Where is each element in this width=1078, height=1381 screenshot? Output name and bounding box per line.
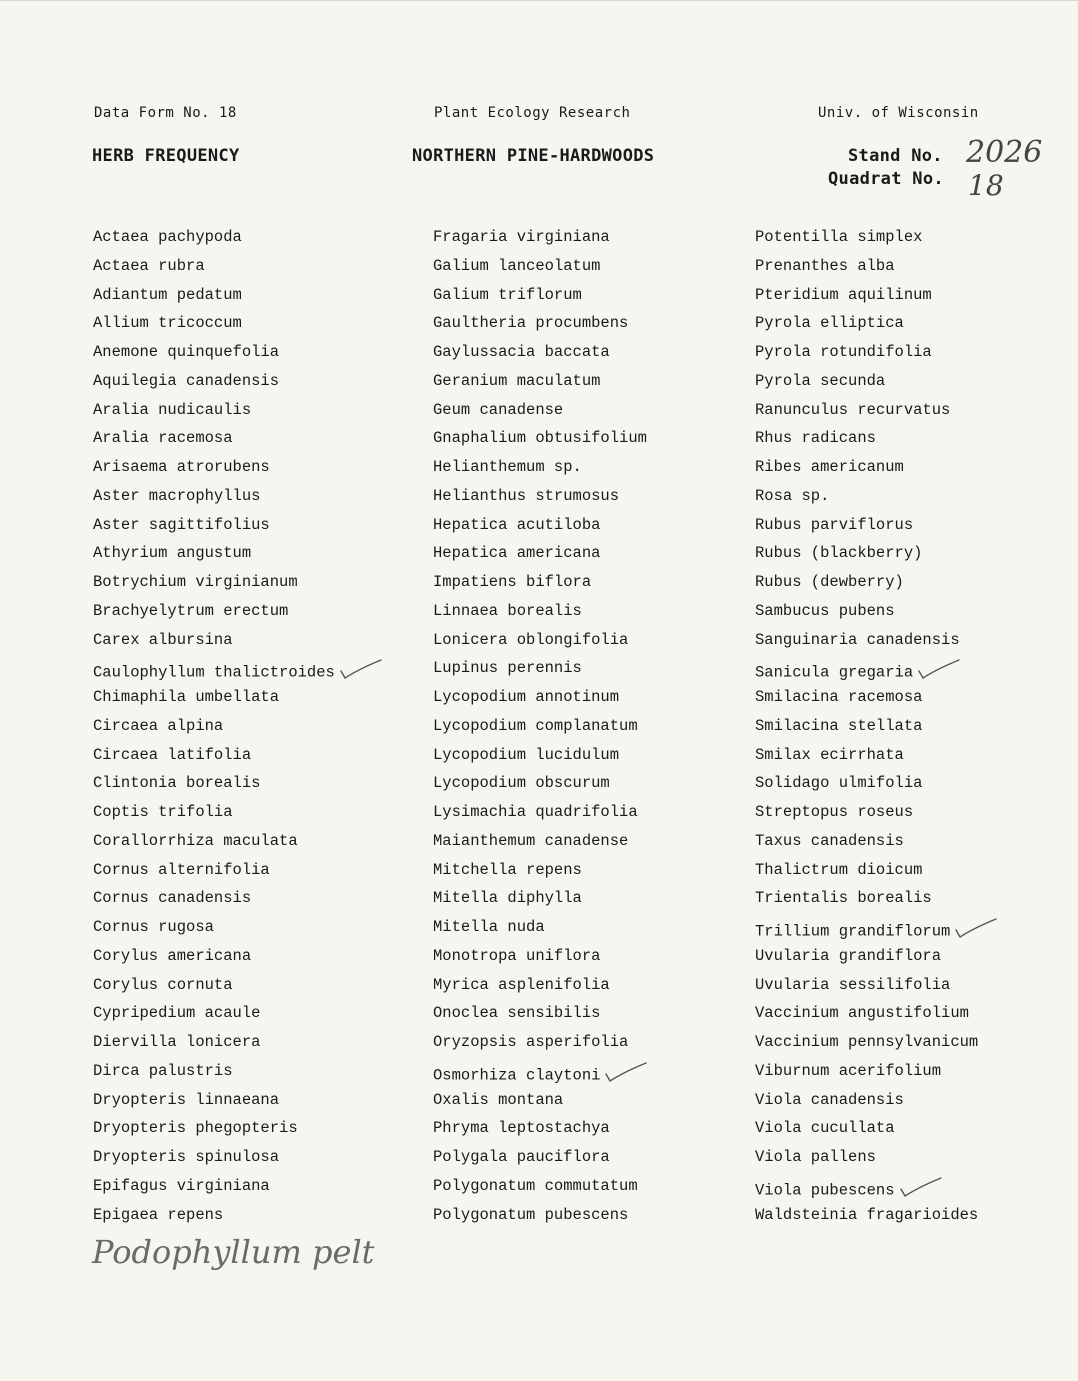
species-item [433, 602, 648, 631]
species-name: Sambucus pubens [755, 601, 895, 620]
species-item [93, 688, 383, 717]
species-name: Ribes americanum [755, 458, 904, 476]
species-item [755, 1148, 998, 1177]
species-item [93, 1091, 383, 1120]
species-name: Maianthemum canadense [433, 831, 629, 850]
checkmark-icon [339, 659, 383, 686]
species-item [433, 631, 648, 660]
species-item [755, 458, 998, 487]
species-item [433, 918, 648, 947]
species-item [433, 861, 648, 890]
species-item [755, 1062, 998, 1091]
species-item [755, 976, 998, 1005]
species-name: Hepatica americana [433, 544, 601, 563]
stand-label: Stand No. [848, 146, 943, 166]
species-item [93, 458, 383, 487]
species-name: Pteridium aquilinum [755, 285, 932, 304]
species-item [433, 832, 648, 861]
species-name: Taxus canadensis [755, 831, 904, 850]
species-name: Polygala pauciflora [433, 1148, 610, 1166]
species-item [433, 976, 648, 1005]
species-item [433, 1091, 648, 1120]
species-name: Lonicera oblongifolia [433, 630, 629, 649]
species-name: Sanicula gregaria [755, 663, 914, 682]
species-item [93, 861, 383, 890]
species-name: Uvularia grandiflora [755, 946, 942, 965]
species-item [755, 343, 998, 372]
species-name: Fragaria virginiana [433, 228, 610, 246]
species-name: Smilax ecirrhata [755, 745, 904, 764]
species-name: Coptis trifolia [93, 803, 233, 821]
species-name: Impatiens biflora [433, 573, 592, 591]
species-item [93, 889, 383, 918]
species-item [755, 717, 998, 746]
species-name: Lycopodium annotinum [433, 688, 620, 706]
species-name: Adiantum pedatum [93, 285, 242, 304]
species-name: Oryzopsis asperifolia [433, 1033, 629, 1051]
species-name: Circaea alpina [93, 716, 224, 735]
species-item [755, 1119, 998, 1148]
species-item [93, 544, 383, 573]
species-item [433, 429, 648, 458]
species-item [93, 1119, 383, 1148]
species-item [93, 1033, 383, 1062]
species-item [433, 286, 648, 315]
species-item [755, 257, 998, 286]
species-name: Rubus parviflorus [755, 515, 914, 534]
species-item [433, 573, 648, 602]
species-name: Potentilla simplex [755, 228, 923, 246]
species-item [433, 746, 648, 775]
species-name: Linnaea borealis [433, 601, 582, 620]
university: Univ. of Wisconsin [818, 105, 979, 121]
species-name: Pyrola elliptica [755, 314, 904, 333]
species-name: Dryopteris spinulosa [93, 1148, 280, 1166]
species-name: Aster sagittifolius [93, 515, 270, 534]
species-item [433, 889, 648, 918]
stand-number-handwritten: 2026 [966, 135, 1043, 170]
species-name: Galium triflorum [433, 285, 582, 304]
species-name: Cornus alternifolia [93, 860, 270, 879]
species-name: Corylus cornuta [93, 975, 233, 994]
species-name: Polygonatum commutatum [433, 1176, 638, 1195]
species-name: Epigaea repens [93, 1205, 224, 1224]
species-item [433, 314, 648, 343]
species-item [93, 1004, 383, 1033]
species-item [755, 401, 998, 430]
species-name: Actaea rubra [93, 256, 205, 275]
species-item [433, 544, 648, 573]
species-name: Aralia nudicaulis [93, 400, 252, 419]
species-name: Viola pubescens [755, 1181, 895, 1200]
species-name: Lupinus perennis [433, 659, 582, 678]
quadrat-label: Quadrat No. [828, 169, 944, 189]
species-item [433, 947, 648, 976]
species-name: Lysimachia quadrifolia [433, 803, 638, 821]
species-item [93, 401, 383, 430]
species-name: Viola cucullata [755, 1119, 895, 1138]
species-name: Sanguinaria canadensis [755, 630, 960, 649]
species-name: Geranium maculatum [433, 371, 601, 390]
species-item [93, 372, 383, 401]
species-name: Chimaphila umbellata [93, 688, 280, 706]
species-item [755, 861, 998, 890]
species-name: Waldsteinia fragarioides [755, 1205, 979, 1224]
species-name: Gaultheria procumbens [433, 314, 629, 333]
species-item [433, 717, 648, 746]
species-item [93, 516, 383, 545]
species-name: Monotropa uniflora [433, 946, 601, 965]
species-name: Pyrola secunda [755, 371, 886, 390]
species-name: Rhus radicans [755, 429, 876, 448]
species-name: Vaccinium angustifolium [755, 1004, 969, 1023]
species-item [93, 659, 383, 688]
species-item [93, 832, 383, 861]
species-item [755, 1091, 998, 1120]
species-name: Clintonia borealis [93, 774, 261, 793]
species-item [433, 458, 648, 487]
species-item [93, 286, 383, 315]
species-name: Rubus (dewberry) [755, 573, 904, 591]
institution-center: Plant Ecology Research [434, 105, 631, 121]
species-item [93, 631, 383, 660]
species-name: Dryopteris phegopteris [93, 1119, 298, 1138]
species-name: Helianthus strumosus [433, 486, 620, 505]
species-item [755, 544, 998, 573]
species-name: Mitella nuda [433, 918, 545, 936]
species-item [433, 803, 648, 832]
species-name: Brachyelytrum erectum [93, 601, 289, 620]
species-item [433, 1177, 648, 1206]
species-item [93, 976, 383, 1005]
species-name: Smilacina racemosa [755, 688, 923, 706]
species-item [433, 1062, 648, 1091]
species-item [755, 631, 998, 660]
species-item [755, 889, 998, 918]
species-item [755, 286, 998, 315]
species-name: Gaylussacia baccata [433, 343, 610, 361]
checkmark-icon [954, 918, 998, 945]
species-name: Trientalis borealis [755, 889, 932, 908]
species-name: Aster macrophyllus [93, 486, 261, 505]
species-item [433, 228, 648, 257]
species-name: Corylus americana [93, 946, 252, 965]
species-name: Epifagus virginiana [93, 1176, 270, 1195]
species-item [755, 1177, 998, 1206]
community-title: NORTHERN PINE-HARDWOODS [412, 146, 655, 166]
species-column-2 [433, 228, 648, 1234]
species-name: Viola pallens [755, 1148, 876, 1166]
species-name: Cornus canadensis [93, 889, 252, 908]
species-name: Botrychium virginianum [93, 573, 298, 591]
species-name: Hepatica acutiloba [433, 515, 601, 534]
species-name: Arisaema atrorubens [93, 458, 270, 476]
species-item [755, 429, 998, 458]
form-number: Data Form No. 18 [94, 105, 237, 121]
species-name: Dryopteris linnaeana [93, 1090, 280, 1109]
species-column-1 [93, 228, 383, 1234]
species-item [93, 803, 383, 832]
species-item [433, 1119, 648, 1148]
species-name: Aquilegia canadensis [93, 371, 280, 390]
species-item [755, 602, 998, 631]
handwritten-note: Podophyllum pelt [92, 1233, 375, 1271]
species-name: Phryma leptostachya [433, 1119, 610, 1138]
species-name: Pyrola rotundifolia [755, 343, 932, 361]
species-name: Cypripedium acaule [93, 1004, 261, 1023]
species-name: Mitchella repens [433, 860, 582, 879]
species-name: Helianthemum sp. [433, 458, 582, 476]
species-name: Actaea pachypoda [93, 228, 242, 246]
species-name: Polygonatum pubescens [433, 1205, 629, 1224]
species-item [755, 372, 998, 401]
species-name: Viburnum acerifolium [755, 1061, 942, 1080]
species-name: Diervilla lonicera [93, 1033, 261, 1051]
species-name: Allium tricoccum [93, 314, 242, 333]
species-item [755, 746, 998, 775]
species-item [755, 832, 998, 861]
species-item [433, 401, 648, 430]
species-name: Viola canadensis [755, 1090, 904, 1109]
species-item [755, 947, 998, 976]
species-name: Thalictrum dioicum [755, 860, 923, 879]
species-name: Smilacina stellata [755, 716, 923, 735]
species-name: Oxalis montana [433, 1090, 564, 1109]
species-item [755, 573, 998, 602]
species-item [93, 918, 383, 947]
species-item [93, 947, 383, 976]
species-name: Trillium grandiflorum [755, 922, 951, 941]
species-item [755, 1033, 998, 1062]
species-item [755, 1004, 998, 1033]
species-item [433, 1004, 648, 1033]
species-name: Geum canadense [433, 400, 564, 419]
species-name: Prenanthes alba [755, 256, 895, 275]
species-item [433, 1206, 648, 1235]
species-item [93, 602, 383, 631]
species-name: Rosa sp. [755, 486, 830, 505]
species-item [433, 659, 648, 688]
species-name: Myrica asplenifolia [433, 975, 610, 994]
species-name: Galium lanceolatum [433, 256, 601, 275]
species-item [755, 774, 998, 803]
species-item [433, 343, 648, 372]
species-item [93, 717, 383, 746]
species-item [433, 688, 648, 717]
species-name: Circaea latifolia [93, 745, 252, 764]
species-item [755, 487, 998, 516]
species-name: Lycopodium obscurum [433, 774, 610, 793]
form-title: HERB FREQUENCY [92, 146, 240, 166]
species-name: Anemone quinquefolia [93, 343, 280, 361]
species-item [93, 314, 383, 343]
species-item [93, 1206, 383, 1235]
species-name: Onoclea sensibilis [433, 1004, 601, 1023]
species-item [433, 487, 648, 516]
species-column-3 [755, 228, 998, 1234]
species-item [93, 228, 383, 257]
species-item [93, 429, 383, 458]
species-name: Osmorhiza claytoni [433, 1066, 601, 1085]
species-item [93, 746, 383, 775]
species-item [433, 257, 648, 286]
species-name: Caulophyllum thalictroides [93, 663, 335, 682]
species-item [93, 573, 383, 602]
species-item [93, 774, 383, 803]
species-name: Mitella diphylla [433, 889, 582, 908]
species-item [755, 659, 998, 688]
species-name: Athyrium angustum [93, 544, 252, 563]
species-item [93, 487, 383, 516]
species-name: Corallorrhiza maculata [93, 831, 298, 850]
species-item [755, 688, 998, 717]
species-name: Streptopus roseus [755, 803, 914, 821]
species-item [93, 257, 383, 286]
quadrat-number-handwritten: 18 [968, 169, 1004, 202]
species-name: Lycopodium complanatum [433, 716, 638, 735]
species-item [93, 343, 383, 372]
species-name: Lycopodium lucidulum [433, 745, 620, 764]
species-item [755, 918, 998, 947]
species-item [755, 803, 998, 832]
species-item [755, 516, 998, 545]
checkmark-icon [917, 659, 961, 686]
species-item [433, 1148, 648, 1177]
species-item [433, 516, 648, 545]
species-item [755, 228, 998, 257]
checkmark-icon [604, 1062, 648, 1089]
species-item [755, 314, 998, 343]
species-name: Rubus (blackberry) [755, 544, 923, 563]
species-name: Ranunculus recurvatus [755, 400, 951, 419]
species-item [433, 774, 648, 803]
species-name: Carex albursina [93, 630, 233, 649]
species-name: Aralia racemosa [93, 429, 233, 448]
species-item [433, 372, 648, 401]
checkmark-icon [899, 1177, 943, 1204]
species-item [93, 1062, 383, 1091]
species-item [93, 1148, 383, 1177]
species-name: Dirca palustris [93, 1061, 233, 1080]
species-item [93, 1177, 383, 1206]
species-name: Vaccinium pennsylvanicum [755, 1033, 979, 1051]
species-item [755, 1206, 998, 1235]
species-name: Gnaphalium obtusifolium [433, 429, 647, 448]
species-name: Cornus rugosa [93, 918, 214, 936]
species-name: Uvularia sessilifolia [755, 975, 951, 994]
species-name: Solidago ulmifolia [755, 774, 923, 793]
species-item [433, 1033, 648, 1062]
